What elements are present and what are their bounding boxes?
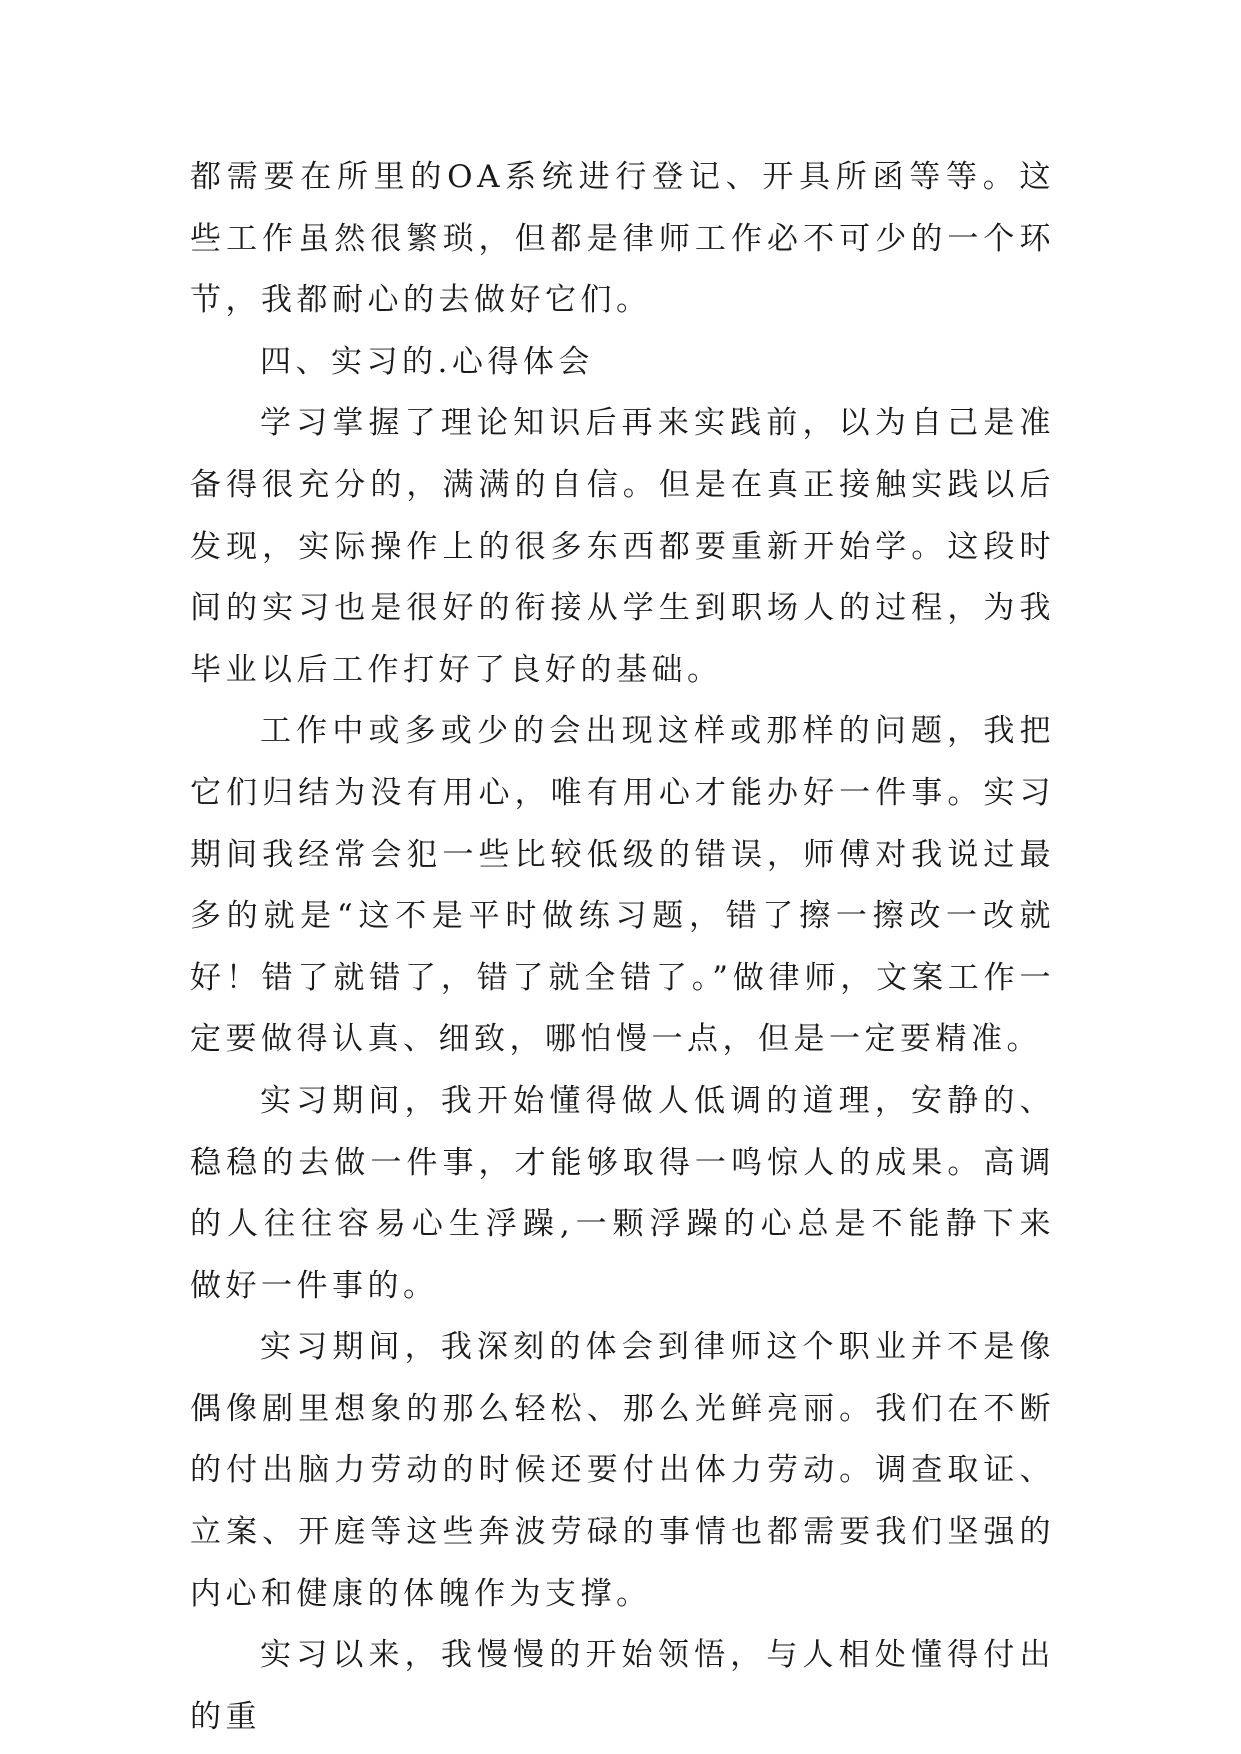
paragraph-continuation: 都需要在所里的OA系统进行登记、开具所函等等。这些工作虽然很繁琐，但都是律师工作必不可少的一个环节，我都耐心的去做好它们。 bbox=[190, 159, 1055, 319]
paragraph-getting-along: 实习以来，我慢慢的开始领悟，与人相处懂得付出的重 bbox=[190, 1637, 1055, 1735]
document-body bbox=[190, 147, 1055, 1748]
section-heading: 四、实习的.心得体会 bbox=[260, 343, 594, 380]
paragraph-carefulness: 工作中或多或少的会出现这样或那样的问题，我把它们归结为没有用心，唯有用心才能办好一件事。实习期间我经常会犯一些比较低级的错误，师傅对我说过最多的就是“这不是平时做练习题，错了擦一擦改一改就好！错了就错了，错了就全错了。”做律师，文案工作一定要做得认真、细致，哪怕慢一点，但是一定要精准。 bbox=[190, 713, 1055, 1058]
paragraph-practice-preparation: 学习掌握了理论知识后再来实践前，以为自己是准备得很充分的，满满的自信。但是在真正接触实践以后发现，实际操作上的很多东西都要重新开始学。这段时间的实习也是很好的衔接从学生到职场人的过程，为我毕业以后工作打好了良好的基础。 bbox=[190, 405, 1055, 688]
paragraph-low-profile: 实习期间，我开始懂得做人低调的道理，安静的、稳稳的去做一件事，才能够取得一鸣惊人的成果。高调的人往往容易心生浮躁,一颗浮躁的心总是不能静下来做好一件事的。 bbox=[190, 1082, 1055, 1304]
paragraph-lawyer-profession: 实习期间，我深刻的体会到律师这个职业并不是像偶像剧里想象的那么轻松、那么光鲜亮丽。我们在不断的付出脑力劳动的时候还要付出体力劳动。调查取证、立案、开庭等这些奔波劳碌的事情也都需要我们坚强的内心和健康的体魄作为支撑。 bbox=[190, 1329, 1055, 1612]
